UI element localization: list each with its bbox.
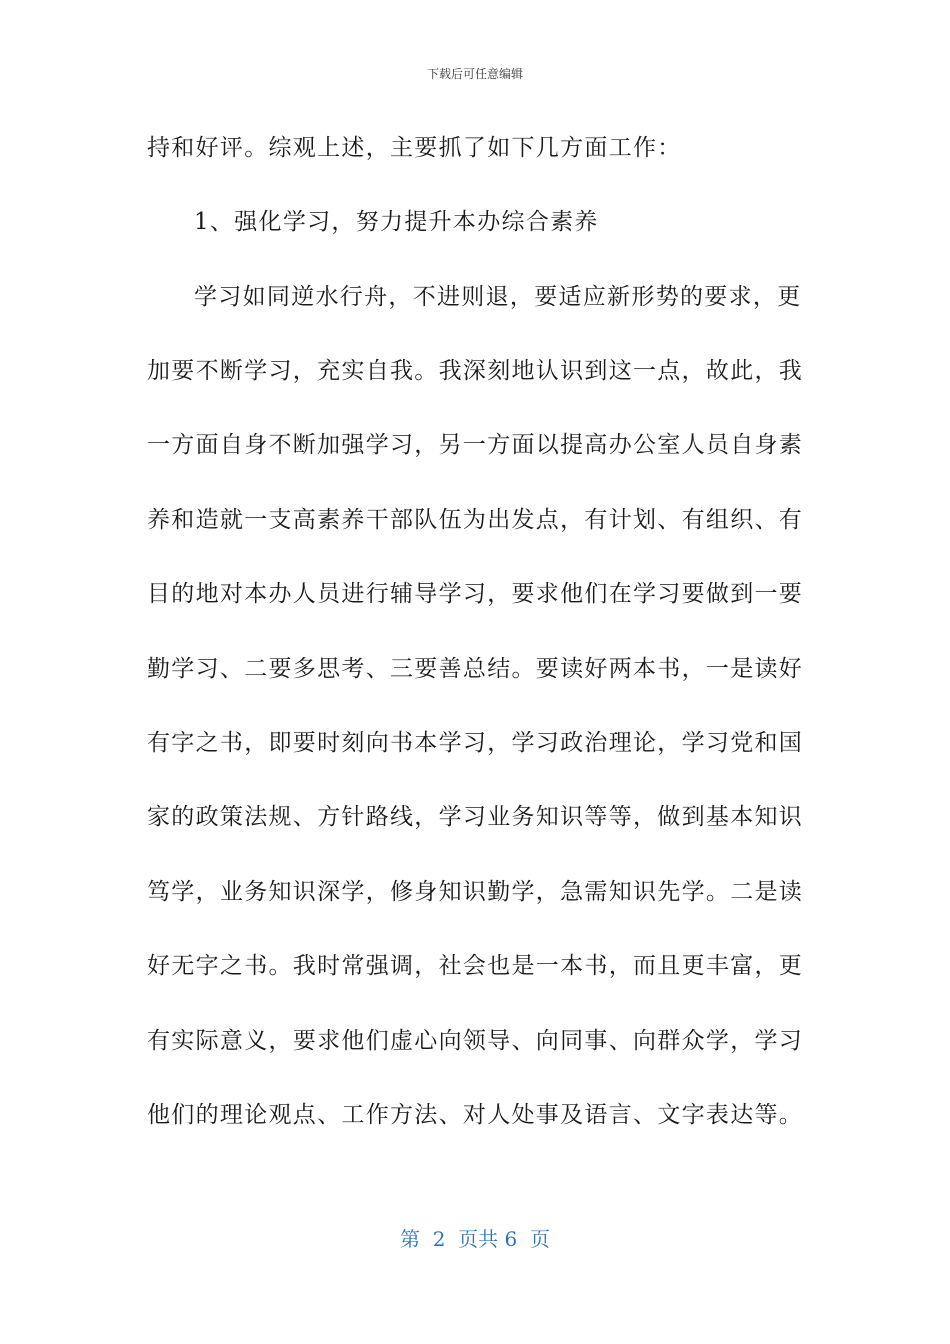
text-line: 持和好评。综观上述，主要抓了如下几方面工作：: [147, 135, 682, 161]
text-line: 笃学，业务知识深学，修身知识勤学，急需知识先学。二是读: [147, 879, 804, 905]
section-heading: 1、强化学习，努力提升本办综合素养: [194, 209, 599, 235]
text-line: 好无字之书。我时常强调，社会也是一本书，而且更丰富，更: [147, 953, 804, 979]
text-line: 有字之书，即要时刻向书本学习，学习政治理论，学习党和国: [147, 730, 804, 756]
text-line: 他们的理论观点、工作方法、对人处事及语言、文字表达等。: [147, 1102, 804, 1128]
text-line: 目的地对本办人员进行辅导学习，要求他们在学习要做到一要: [147, 581, 804, 607]
text-line: 学习如同逆水行舟，不进则退，要适应新形势的要求，更: [194, 284, 802, 310]
text-line: 养和造就一支高素养干部队伍为出发点，有计划、有组织、有: [147, 507, 804, 533]
text-line: 勤学习、二要多思考、三要善总结。要读好两本书，一是读好: [147, 656, 804, 682]
text-line: 一方面自身不断加强学习，另一方面以提高办公室人员自身素: [147, 432, 804, 458]
header-note: 下载后可任意编辑: [426, 67, 523, 81]
page-number: 第 2 页共 6 页: [400, 1227, 550, 1251]
text-line: 加要不断学习，充实自我。我深刻地认识到这一点，故此，我: [147, 358, 804, 384]
text-line: 家的政策法规、方针路线，学习业务知识等等，做到基本知识: [147, 804, 804, 830]
text-line: 有实际意义，要求他们虚心向领导、向同事、向群众学，学习: [147, 1028, 804, 1054]
